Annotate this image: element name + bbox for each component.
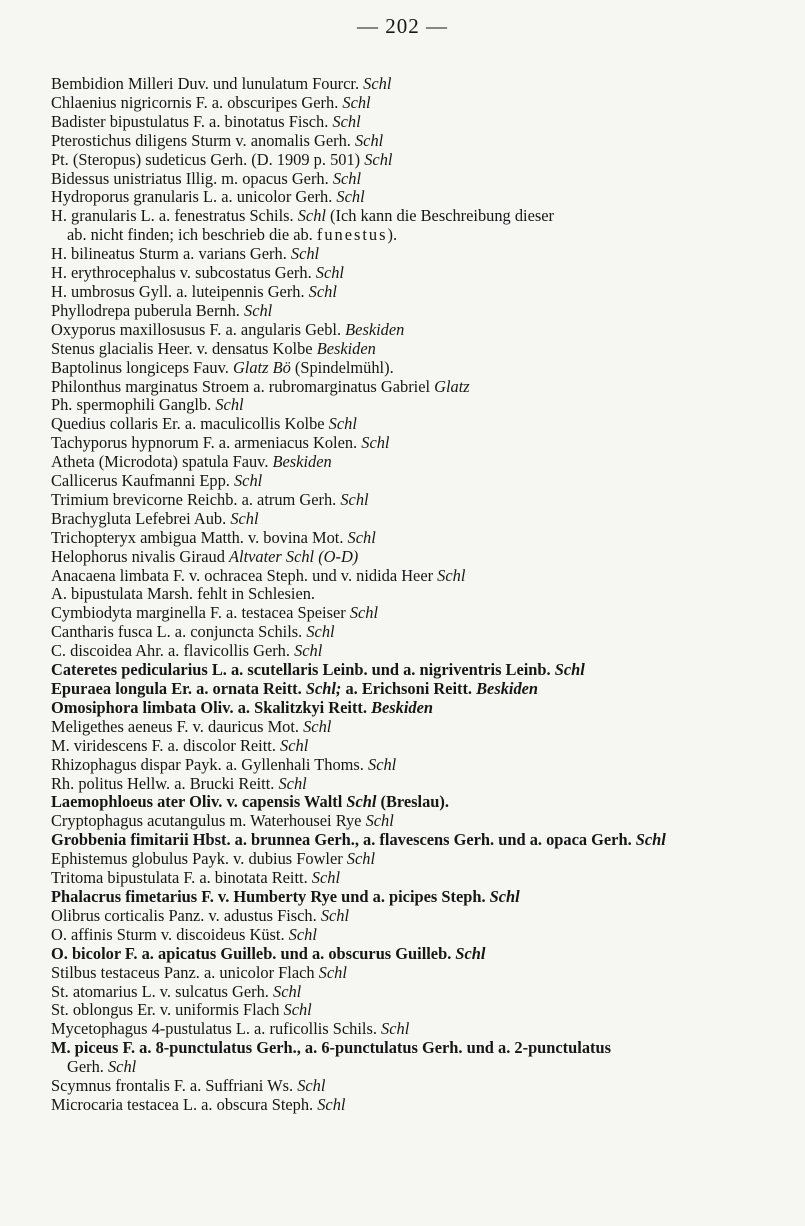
species-entry xyxy=(51,245,791,264)
locality-abbrev: Schl xyxy=(368,754,397,774)
locality-abbrev: Schl xyxy=(346,849,376,869)
locality-abbrev: Schl xyxy=(349,603,379,623)
entry-text: Cateretes pedicularius L. a. scutellaris Leinb. und a. nigriventris Leinb. xyxy=(51,660,555,680)
species-entry xyxy=(51,132,791,151)
locality-abbrev: Schl xyxy=(320,905,350,925)
species-entry xyxy=(51,264,791,283)
locality-abbrev: Schl xyxy=(297,206,326,226)
locality-abbrev: Schl xyxy=(315,263,344,283)
locality-abbrev: Schl xyxy=(554,660,585,680)
entry-text: ab. nicht finden; ich beschrieb die ab. xyxy=(67,225,317,245)
locality-abbrev: Beskiden xyxy=(476,679,539,698)
locality-abbrev: Schl xyxy=(437,565,466,585)
entry-text: (Breslau). xyxy=(376,792,449,812)
entry-text: O. bicolor F. a. apicatus Guilleb. und a. obscurus Guilleb. xyxy=(51,943,456,963)
locality-abbrev: Schl xyxy=(361,433,390,453)
species-entry xyxy=(51,642,791,661)
locality-abbrev: Schl xyxy=(363,74,392,93)
species-entry xyxy=(51,1001,791,1020)
locality-abbrev: Schl xyxy=(280,735,309,755)
species-entry xyxy=(51,831,791,850)
locality-abbrev: Schl xyxy=(303,716,332,736)
entry-text: Mycetophagus 4-pustulatus L. a. ruficollis Schils. xyxy=(51,1019,382,1039)
species-entry xyxy=(51,359,791,378)
species-entry xyxy=(51,548,791,567)
entry-text: O. affinis Sturm v. discoideus Küst. xyxy=(51,924,289,944)
species-entry xyxy=(51,151,791,170)
species-entry xyxy=(51,604,791,623)
locality-abbrev: Schl xyxy=(328,414,357,434)
species-entry xyxy=(51,472,791,491)
locality-abbrev: Schl xyxy=(635,830,666,850)
page-number: — 202 — xyxy=(357,14,448,38)
species-entry xyxy=(51,756,791,775)
entry-text: Phyllodrepa puberula Bernh. xyxy=(51,300,244,320)
species-entry xyxy=(51,812,791,831)
locality-abbrev: Schl xyxy=(332,111,361,131)
species-entry xyxy=(51,945,791,964)
entry-text: H. granularis L. a. fenestratus Schils. xyxy=(51,206,298,226)
species-entry xyxy=(51,75,791,94)
species-entry xyxy=(51,321,791,340)
locality-abbrev: Schl xyxy=(288,924,317,944)
entry-text: Tritoma bipustulata F. a. binotata Reitt. xyxy=(51,868,312,888)
species-entry xyxy=(51,283,791,302)
locality-abbrev: Schl xyxy=(347,527,376,547)
entry-text: Cymbiodyta marginella F. a. testacea Speiser xyxy=(51,603,350,623)
locality-abbrev: Schl xyxy=(364,149,393,169)
species-entry xyxy=(51,775,791,794)
entry-text: Cantharis fusca L. a. conjuncta Schils. xyxy=(51,622,307,642)
entry-text: Epuraea longula Er. a. ornata Reitt. xyxy=(51,679,306,698)
entry-text: H. umbrosus Gyll. a. luteipennis Gerh. xyxy=(51,281,309,301)
locality-abbrev: Schl xyxy=(294,641,323,661)
species-entry xyxy=(51,983,791,1002)
entry-text: (Ich kann die Beschreibung dieser xyxy=(325,206,554,226)
locality-abbrev: Schl xyxy=(230,508,259,528)
locality-abbrev: Glatz xyxy=(434,376,470,396)
entry-text: M. piceus F. a. 8-punctulatus Gerh., a. 6-punctulatus Gerh. und a. 2-punctulatus xyxy=(51,1038,611,1058)
locality-abbrev: Beskiden xyxy=(345,319,405,339)
entry-text: H. erythrocephalus v. subcostatus Gerh. xyxy=(51,263,316,283)
species-entry xyxy=(51,434,791,453)
locality-abbrev: Schl xyxy=(336,187,365,207)
entry-text: Badister bipustulatus F. a. binotatus Fisch. xyxy=(51,111,333,131)
species-list xyxy=(51,75,791,1115)
entry-text: Stenus glacialis Heer. v. densatus Kolbe xyxy=(51,338,317,358)
entry-text: (Spindelmühl). xyxy=(290,357,394,377)
entry-text: Bembidion Milleri Duv. und lunulatum Fourcr. xyxy=(51,74,364,93)
entry-text: Brachygluta Lefebrei Aub. xyxy=(51,508,231,528)
species-entry xyxy=(51,737,791,756)
entry-text: Ephistemus globulus Payk. v. dubius Fowler xyxy=(51,849,347,869)
locality-abbrev: Schl xyxy=(311,868,341,888)
species-entry xyxy=(51,510,791,529)
entry-text: Oxyporus maxillosusus F. a. angularis Gebl. xyxy=(51,319,346,339)
locality-abbrev: Schl xyxy=(317,1094,346,1114)
entry-text: Phalacrus fimetarius F. v. Humberty Rye und a. picipes Steph. xyxy=(51,886,490,906)
locality-abbrev: Schl xyxy=(489,886,520,906)
locality-abbrev: Schl xyxy=(290,244,320,264)
locality-abbrev: Schl xyxy=(346,792,377,812)
locality-abbrev: Schl xyxy=(354,130,384,150)
species-entry xyxy=(51,113,791,132)
spaced-name: funestus xyxy=(316,225,388,245)
locality-abbrev: Schl xyxy=(244,300,273,320)
locality-abbrev: Schl xyxy=(306,622,335,642)
species-entry xyxy=(51,623,791,642)
species-entry xyxy=(51,207,791,226)
entry-text: Anacaena limbata F. v. ochracea Steph. und v. nidida Heer xyxy=(51,565,438,585)
species-entry xyxy=(51,170,791,189)
species-entry xyxy=(51,718,791,737)
locality-abbrev: Schl xyxy=(233,471,263,491)
entry-continuation xyxy=(51,226,791,245)
locality-abbrev: Beskiden xyxy=(371,697,434,717)
locality-abbrev: Schl xyxy=(215,395,244,415)
species-entry xyxy=(51,188,791,207)
species-entry xyxy=(51,378,791,397)
entry-text: Pt. (Steropus) sudeticus Gerh. (D. 1909 p. 501) xyxy=(51,149,365,169)
entry-text: Omosiphora limbata Oliv. a. Skalitzkyi Reitt. xyxy=(51,697,372,717)
species-entry xyxy=(51,585,791,604)
species-entry xyxy=(51,340,791,359)
species-entry xyxy=(51,661,791,680)
entry-text: Bidessus unistriatus Illig. m. opacus Gerh. xyxy=(51,168,333,188)
entry-text: M. viridescens F. a. discolor Reitt. xyxy=(51,735,281,755)
entry-text: Microcaria testacea L. a. obscura Steph. xyxy=(51,1094,318,1114)
locality-abbrev: Schl xyxy=(318,962,347,982)
entry-text: Scymnus frontalis F. a. Suffriani Ws. xyxy=(51,1076,298,1096)
entry-text: Pterostichus diligens Sturm v. anomalis Gerh. xyxy=(51,130,355,150)
species-entry xyxy=(51,964,791,983)
locality-abbrev: Beskiden xyxy=(316,338,376,358)
locality-abbrev: Altvater Schl (O-D) xyxy=(229,546,359,566)
entry-text: Cryptophagus acutangulus m. Waterhousei Rye xyxy=(51,811,366,831)
entry-text: Meligethes aeneus F. v. dauricus Mot. xyxy=(51,716,304,736)
entry-text: Quedius collaris Er. a. maculicollis Kolbe xyxy=(51,414,329,434)
species-entry xyxy=(51,699,791,718)
species-entry xyxy=(51,926,791,945)
species-entry xyxy=(51,453,791,472)
entry-text: Baptolinus longiceps Fauv. xyxy=(51,357,233,377)
species-entry xyxy=(51,415,791,434)
locality-abbrev: Schl xyxy=(340,489,369,509)
locality-abbrev: Schl xyxy=(273,981,302,1001)
species-entry xyxy=(51,869,791,888)
locality-abbrev: Beskiden xyxy=(272,452,332,472)
locality-abbrev: Schl xyxy=(278,773,307,793)
species-entry xyxy=(51,793,791,812)
locality-abbrev: Schl xyxy=(455,943,486,963)
species-entry xyxy=(51,850,791,869)
entry-text: Trimium brevicorne Reichb. a. atrum Gerh. xyxy=(51,489,341,509)
entry-text: Stilbus testaceus Panz. a. unicolor Flach xyxy=(51,962,319,982)
locality-abbrev: Schl xyxy=(297,1076,326,1096)
entry-text: Trichopteryx ambigua Matth. v. bovina Mot. xyxy=(51,527,348,547)
entry-continuation xyxy=(51,1058,791,1077)
entry-text: Atheta (Microdota) spatula Fauv. xyxy=(51,452,273,472)
entry-text: A. bipustulata Marsh. fehlt in Schlesien. xyxy=(51,584,316,604)
entry-text: ). xyxy=(387,225,398,245)
species-entry xyxy=(51,1096,791,1115)
entry-text: Philonthus marginatus Stroem a. rubromarginatus Gabriel xyxy=(51,376,435,396)
species-entry xyxy=(51,907,791,926)
species-entry xyxy=(51,529,791,548)
locality-abbrev: Schl xyxy=(308,281,337,301)
entry-text: Laemophloeus ater Oliv. v. capensis Waltl xyxy=(51,792,347,812)
species-entry xyxy=(51,888,791,907)
locality-abbrev: Schl xyxy=(283,1000,312,1020)
species-entry xyxy=(51,680,791,699)
locality-abbrev: Schl xyxy=(332,168,362,188)
entry-text: Helophorus nivalis Giraud xyxy=(51,546,229,566)
species-entry xyxy=(51,1039,791,1058)
entry-text: Callicerus Kaufmanni Epp. xyxy=(51,471,234,491)
entry-text: Grobbenia fimitarii Hbst. a. brunnea Gerh., a. flavescens Gerh. und a. opaca Gerh. xyxy=(51,830,636,850)
entry-text: Hydroporus granularis L. a. unicolor Gerh. xyxy=(51,187,337,207)
species-entry xyxy=(51,94,791,113)
locality-abbrev: Glatz Bö xyxy=(232,357,291,377)
locality-abbrev: Schl xyxy=(342,92,371,112)
entry-text: St. oblongus Er. v. uniformis Flach xyxy=(51,1000,284,1020)
entry-text: Ph. spermophili Ganglb. xyxy=(51,395,216,415)
species-entry xyxy=(51,1077,791,1096)
entry-text: Rh. politus Hellw. a. Brucki Reitt. xyxy=(51,773,279,793)
species-entry xyxy=(51,396,791,415)
entry-text: a. Erichsoni Reitt. xyxy=(341,679,477,698)
locality-abbrev: Schl xyxy=(107,1057,137,1077)
entry-text: Chlaenius nigricornis F. a. obscuripes Gerh. xyxy=(51,92,343,112)
entry-text: H. bilineatus Sturm a. varians Gerh. xyxy=(51,244,291,264)
entry-text: Tachyporus hypnorum F. a. armeniacus Kolen. xyxy=(51,433,362,453)
locality-abbrev: Schl xyxy=(365,811,394,831)
entry-text: C. discoidea Ahr. a. flavicollis Gerh. xyxy=(51,641,295,661)
species-entry xyxy=(51,491,791,510)
locality-abbrev: Schl xyxy=(381,1019,410,1039)
species-entry xyxy=(51,567,791,586)
entry-text: Olibrus corticalis Panz. v. adustus Fisch. xyxy=(51,905,321,925)
species-entry xyxy=(51,1020,791,1039)
entry-text: Rhizophagus dispar Payk. a. Gyllenhali Thoms. xyxy=(51,754,369,774)
entry-text: St. atomarius L. v. sulcatus Gerh. xyxy=(51,981,273,1001)
species-entry xyxy=(51,302,791,321)
locality-abbrev: Schl; xyxy=(305,679,342,698)
entry-text: Gerh. xyxy=(67,1057,108,1077)
